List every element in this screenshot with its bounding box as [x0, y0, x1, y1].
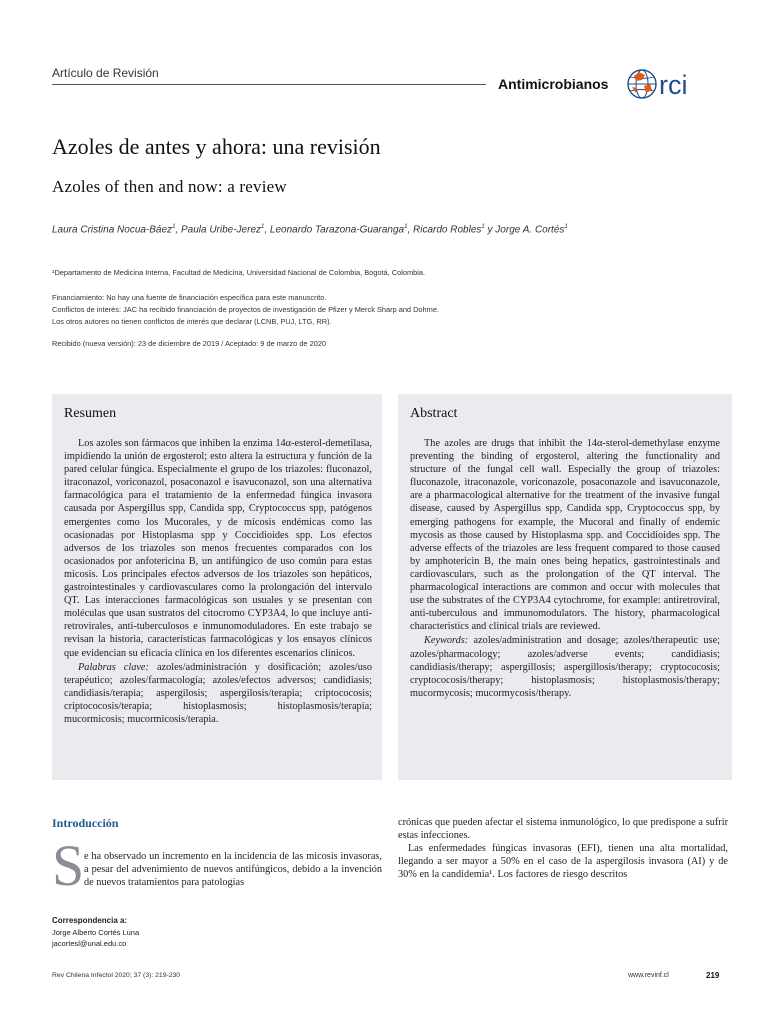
author-name: Laura Cristina Nocua-Báez — [52, 224, 173, 236]
journal-section-label: Antimicrobianos — [498, 76, 609, 92]
journal-logo — [626, 66, 726, 102]
introduction-text-right — [398, 816, 728, 881]
correspondence-label: Correspondencia a: — [52, 916, 128, 925]
introduction-heading: Introducción — [52, 816, 119, 830]
resumen-body: Los azoles son fármacos que inhiben la enzima 14α-esterol-demetilasa, impidiendo la unión de ergosterol; esto altera la estructura y función de la pared celular fúngica. Especialmente el grupo de los triazoles: fluconazol, itraconazol, voriconazol, posaconazol e isavuconazol, son una alternativa farmacológica para el tratamiento de la enfermedad fúngica invasora causada por Aspergillus spp, Candida spp, Cryptococcus spp, patógenos emergentes como los Mucorales, y de micosis endémicas como las ocasionadas por Histoplasma spp y Coccidioides spp. Los efectos adversos de los triazoles son menos frecuentes comparados con los ocasionados por anfotericina B, un antifúngico de uso común para estas micosis. Los principales efectos adversos de los triazoles son hepáticos, gastrointestinales y cardiovasculares como la prolongación del intervalo QT. Las interacciones farmacológicas son usuales y se presentan con moléculas que usan sustratos del citocromo CYP3A4, lo que incluye anti-retrovirales, anti-tuberculosos e inmunomoduladores. En este trabajo se revisan la historia, características farmacológicas y los ensayos clínicos que evidencian su eficacia clínica en los diferentes escenarios clínicos. — [64, 438, 372, 659]
abstract-title: Abstract — [410, 406, 458, 421]
author-name: Leonardo Tarazona-Guaranga — [269, 224, 405, 236]
correspondence-email[interactable]: jacortesl@unal.edu.co — [52, 939, 127, 948]
resumen-text — [64, 437, 372, 726]
conflicts-note-others: Los otros autores no tienen conflictos de interés que declarar (LCNB, PUJ, LTG, RR). — [52, 317, 332, 326]
correspondence-name: Jorge Alberto Cortés Luna — [52, 928, 140, 937]
intro-paragraph: crónicas que pueden afectar el sistema inmunológico, lo que predispone a sufrir estas infecciones. — [398, 817, 728, 841]
abstract-body: The azoles are drugs that inhibit the 14α-sterol-demethylase enzyme preventing the binding of ergosterol, altering the functionality and structure of the fungal cell wall. Especially the group of triazoles: fluconazole, itraconazole, voriconazole, posaconazole and isavuconazole, are a pharmacological alternative for the treatment of the invasive fungal disease, caused by Aspergillus spp, Candida spp, Cryptococcus spp, by emerging pathogens for example, the Mucoral and finally of endemic mycosis as those caused by Histoplasma spp. and Coccidioides spp. The adverse effects of the triazoles are less frequent compared to those caused by amphotericin B, the main ones being hepatics, gastrointestinals and cardiovasculars, such as the prolongation of the QT interval. The pharmacological interactions are common and occur with molecules that use the substrates of the CYP3A4 cytochrome, for example: antiretroviral, anti-tuberculous and immunomodulators. The history, pharmacological characteristics and clinical trials are reviewed. — [410, 438, 720, 633]
author-name: Ricardo Robles — [413, 224, 482, 236]
introduction-text-left: e ha observado un incremento en la incidencia de las micosis invasoras, a pesar del advenimiento de nuevos antifúngicos, debido a la invención de nuevos tratamientos para patologías — [84, 851, 382, 888]
abstract-text — [410, 437, 720, 700]
page-number: 219 — [706, 971, 720, 980]
drop-cap: S — [52, 833, 85, 898]
logo-text: rci — [659, 70, 688, 100]
received-dates: Recibido (nueva versión): 23 de diciembre de 2019 / Aceptado: 9 de marzo de 2020 — [52, 339, 327, 348]
article-title-english: Azoles of then and now: a review — [52, 177, 287, 196]
author-list: Laura Cristina Nocua-Báez$^1$, Paula Uribe-Jerez$^1$, Leonardo Tarazona-Guaranga$^1$, Ricardo Robles$^1$ y Jorge A. Cortés$^1$ — [52, 224, 568, 236]
journal-website-link[interactable]: www.revinf.cl — [628, 972, 669, 979]
author-name: Jorge A. Cortés — [495, 224, 565, 236]
affiliation: ¹Departamento de Medicina Interna, Facultad de Medicina, Universidad Nacional de Colombia, Bogotá, Colombia. — [52, 268, 426, 277]
abstract-keywords: Keywords: azoles/administration and dosage; azoles/therapeutic use; azoles/pharmacology; azoles/adverse events; candidiasis; candidiasis/therapy; aspergillosis; aspergillosis/therapy; cryptococosis; cryptococosis/therapy; histoplasmosis; histoplasmosis/therapy; mucormycosis; mucormycosis/therapy. — [410, 635, 720, 699]
financing-note: Financiamiento: No hay una fuente de financiación específica para este manuscrito. — [52, 293, 327, 302]
conflicts-note: Conflictos de interés: JAC ha recibido financiación de proyectos de investigación de Pfizer y Merck Sharp and Dohme. — [52, 305, 439, 314]
author-name: Paula Uribe-Jerez — [180, 224, 262, 236]
abstract-box — [398, 394, 732, 780]
globe-icon — [628, 70, 656, 98]
intro-paragraph: Las enfermedades fúngicas invasoras (EFI), tienen una alta mortalidad, llegando a ser mayor a 50% en el caso de la aspergilosis invasora (AI) y de 30% en la candidemia¹. Los factores de riesgo descritos — [398, 843, 728, 880]
resumen-box — [52, 394, 382, 780]
journal-citation: Rev Chilena Infectol 2020; 37 (3): 219-230 — [52, 972, 181, 979]
header-rule — [52, 84, 486, 85]
article-title-spanish: Azoles de antes y ahora: una revisión — [52, 134, 381, 159]
resumen-title: Resumen — [64, 406, 117, 421]
article-type-label: Artículo de Revisión — [52, 66, 159, 80]
resumen-keywords: Palabras clave: azoles/administración y dosificación; azoles/uso terapéutico; azoles/farmacología; azoles/efectos adversos; candidiasis; candidiasis/terapia; aspergilosis; aspergilosis/terapia; criptococosis; criptococosis/terapia; histoplasmosis; histoplasmosis/terapia; mucormicosis; mucormicosis/terapia. — [64, 661, 373, 725]
